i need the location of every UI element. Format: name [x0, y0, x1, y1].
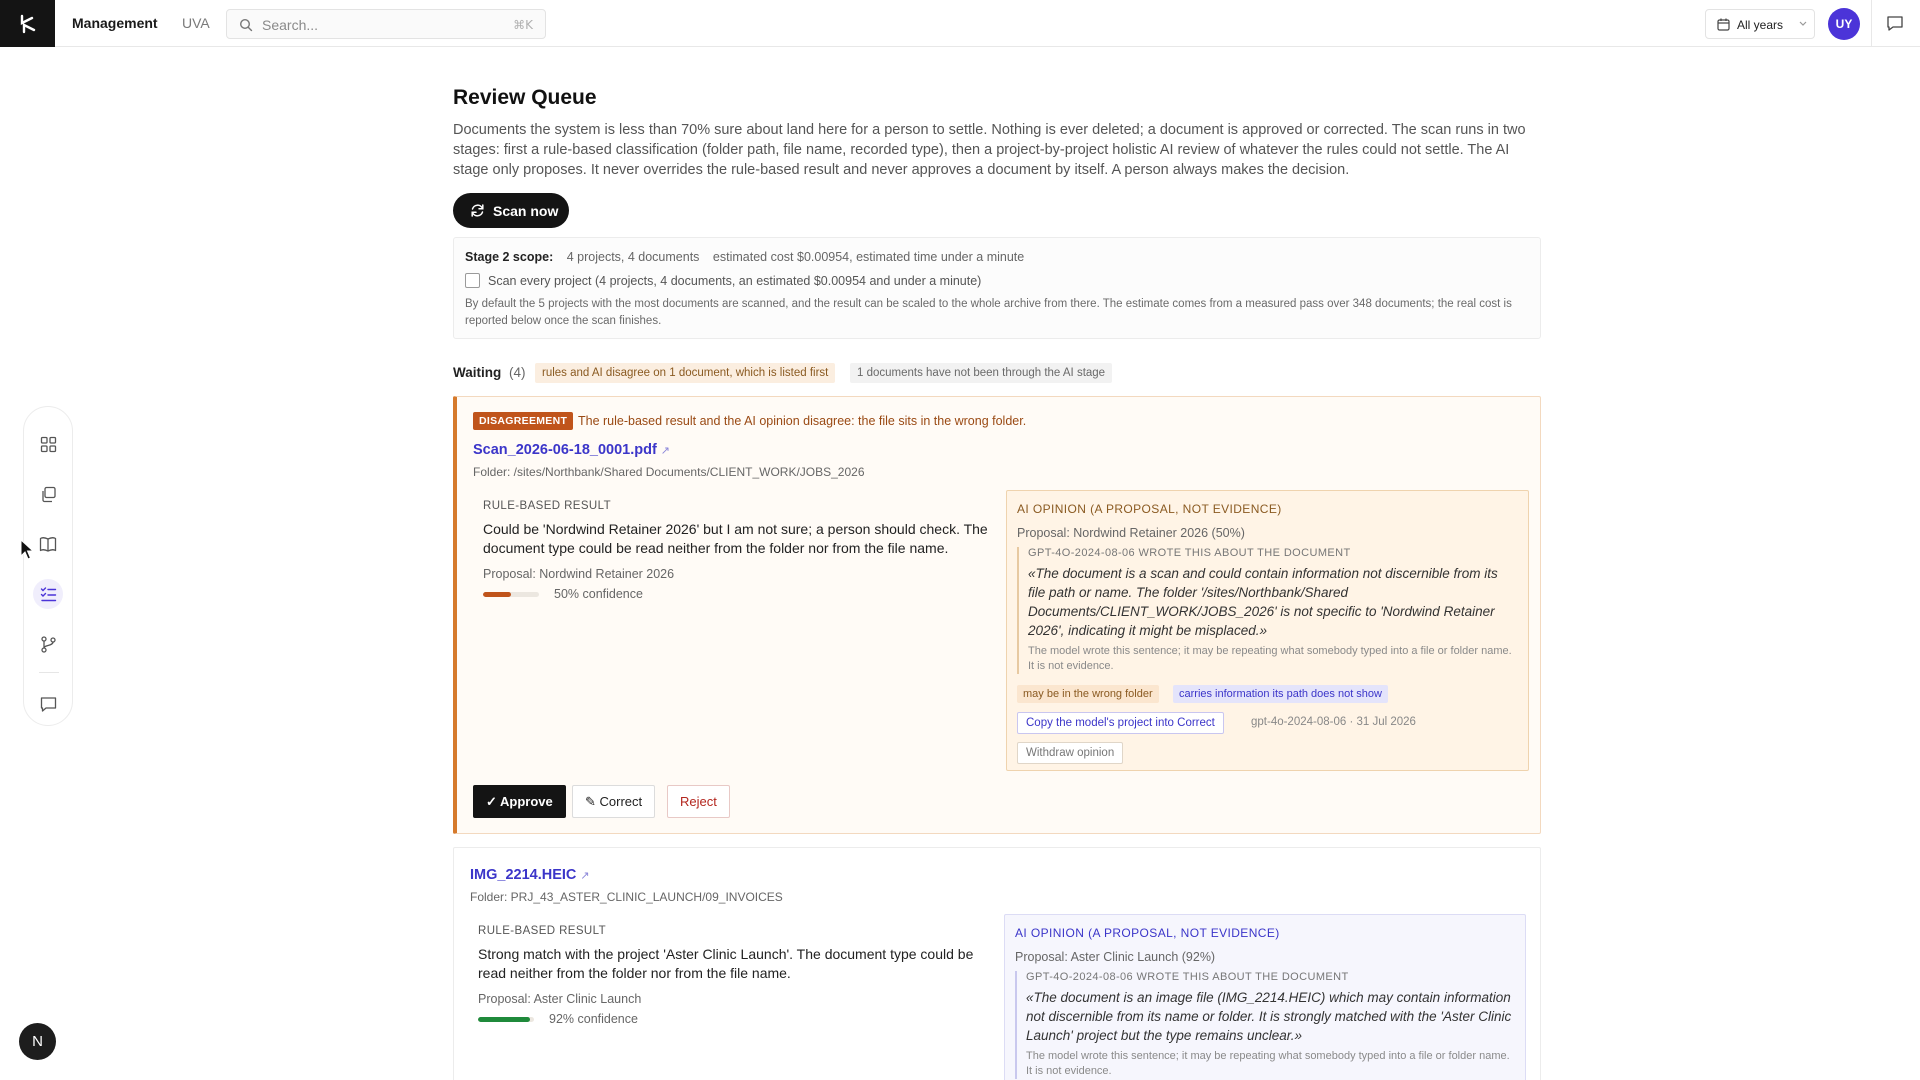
scope-summary	[465, 250, 1024, 264]
nav-workflows[interactable]	[33, 629, 63, 659]
copy-project-button[interactable]: Copy the model's project into Correct	[1017, 712, 1224, 734]
years-filter[interactable]	[1705, 9, 1815, 39]
search-placeholder: Search...	[262, 17, 319, 33]
document-link[interactable]	[470, 867, 590, 883]
ai-opinion-panel	[1004, 914, 1526, 1080]
ai-quote-text: «The document is an image file (IMG_2214.HEIC) which may contain information not discernible from its name or folder. It is strongly matched with the 'Aster Clinic Launch' project but the type remains unclear.»	[1026, 990, 1512, 1043]
pending-ai-badge: 1 documents have not been through the AI stage	[850, 363, 1112, 383]
scan-every-project-checkbox[interactable]	[465, 273, 480, 288]
breadcrumb-management[interactable]: Management	[72, 15, 158, 31]
ai-quote-heading: GPT-4O-2024-08-06 WROTE THIS ABOUT THE DOCUMENT	[1028, 547, 1351, 559]
hidden-info-chip: carries information its path does not show	[1173, 685, 1388, 703]
app-logo[interactable]	[0, 0, 55, 47]
scope-note: By default the 5 projects with the most documents are scanned, and the result can be scaled to the whole archive from there. The estimate comes from a measured pass over 348 documents; the real cost is reported below once the scan finishes.	[465, 298, 1512, 327]
review-card	[453, 847, 1541, 1080]
disagree-badge: rules and AI disagree on 1 document, which is listed first	[535, 363, 835, 383]
rule-based-result	[468, 925, 988, 1035]
correct-button[interactable]: ✎ Correct	[572, 785, 655, 818]
nav-library[interactable]	[33, 529, 63, 559]
ai-quote-note: The model wrote this sentence; it may be repeating what somebody typed into a file or folder name. It is not evidence.	[1026, 1050, 1510, 1077]
branch-icon	[40, 636, 57, 653]
dashboard-icon	[40, 436, 57, 453]
rule-based-heading: RULE-BASED RESULT	[478, 925, 607, 937]
nav-review-queue[interactable]	[33, 579, 63, 609]
rule-based-text: Strong match with the project 'Aster Clinic Launch'. The document type could be read neither from the folder nor from the file name.	[478, 946, 974, 981]
ai-proposal: Proposal: Aster Clinic Launch (92%)	[1015, 950, 1216, 964]
reject-button[interactable]: Reject	[667, 785, 730, 818]
assistant-badge[interactable]: N	[19, 1023, 56, 1060]
confidence-label: 92% confidence	[549, 1012, 638, 1026]
left-rail	[23, 406, 73, 726]
scan-now-button[interactable]	[453, 193, 569, 228]
nav-chat[interactable]	[33, 689, 63, 719]
nav-dashboard[interactable]	[33, 429, 63, 459]
ai-opinion-heading: AI OPINION (A PROPOSAL, NOT EVIDENCE)	[1015, 926, 1280, 940]
calendar-icon	[1717, 18, 1730, 31]
refresh-icon	[470, 203, 485, 218]
ai-quote-text: «The document is a scan and could contain information not discernible from its file path or name. The folder '/sites/Northbank/Shared Documents/CLIENT_WORK/JOBS_2026' is not specific to 'Nordwind Retainer 2026', indicating it might be misplaced.»	[1028, 566, 1498, 638]
external-link-icon: ↗	[660, 445, 671, 457]
search-icon	[239, 18, 253, 32]
approve-button[interactable]: ✓ Approve	[473, 785, 566, 818]
document-folder: Folder: /sites/Northbank/Shared Documents/CLIENT_WORK/JOBS_2026	[473, 465, 865, 479]
documents-icon	[40, 486, 57, 503]
logo-icon	[18, 13, 38, 35]
ai-opinion-panel	[1006, 490, 1529, 771]
rule-based-text: Could be 'Nordwind Retainer 2026' but I am not sure; a person should check. The document type could be read neither from the folder nor from the file name.	[483, 521, 988, 556]
external-link-icon: ↗	[580, 870, 590, 882]
document-filename: Scan_2026-06-18_0001.pdf	[473, 442, 657, 458]
search-box[interactable]	[226, 9, 546, 39]
disagreement-tag: DISAGREEMENT	[473, 412, 573, 430]
mouse-cursor-icon	[20, 539, 34, 561]
search-shortcut: ⌘K	[513, 18, 533, 32]
messages-icon[interactable]	[1886, 14, 1904, 32]
rule-based-heading: RULE-BASED RESULT	[483, 500, 612, 512]
waiting-count: (4)	[509, 365, 526, 380]
chevron-down-icon	[1798, 18, 1808, 28]
rule-based-result	[473, 500, 993, 610]
ai-quote	[1017, 547, 1517, 674]
disagreement-message: The rule-based result and the AI opinion disagree: the file sits in the wrong folder.	[578, 414, 1027, 428]
document-folder: Folder: PRJ_43_ASTER_CLINIC_LAUNCH/09_INVOICES	[470, 890, 783, 904]
page-title: Review Queue	[453, 86, 597, 109]
rule-based-proposal: Proposal: Aster Clinic Launch	[478, 992, 642, 1006]
rail-separator	[39, 672, 59, 673]
withdraw-opinion-button[interactable]: Withdraw opinion	[1017, 742, 1123, 764]
review-list-icon	[40, 586, 57, 603]
scope-estimate: estimated cost $0.00954, estimated time under a minute	[712, 250, 1025, 264]
years-filter-label: All years	[1737, 18, 1784, 32]
ai-quote-heading: GPT-4O-2024-08-06 WROTE THIS ABOUT THE DOCUMENT	[1026, 971, 1349, 983]
topbar-divider	[1871, 0, 1872, 47]
scope-label: Stage 2 scope:	[465, 250, 554, 264]
book-icon	[39, 536, 57, 553]
review-card-disagreement	[453, 396, 1541, 834]
confidence-bar	[483, 592, 539, 597]
document-filename: IMG_2214.HEIC	[470, 867, 577, 883]
ai-model-meta: gpt-4o-2024-08-06 · 31 Jul 2026	[1251, 716, 1416, 728]
ai-opinion-heading: AI OPINION (A PROPOSAL, NOT EVIDENCE)	[1017, 502, 1282, 516]
breadcrumb-workspace[interactable]: UVA	[182, 15, 210, 31]
confidence-label: 50% confidence	[554, 587, 643, 601]
chat-icon	[40, 696, 57, 713]
rule-based-proposal: Proposal: Nordwind Retainer 2026	[483, 567, 675, 581]
stage2-scope-panel	[453, 237, 1541, 339]
document-link[interactable]	[473, 442, 670, 458]
ai-quote	[1015, 971, 1515, 1079]
wrong-folder-chip: may be in the wrong folder	[1017, 685, 1159, 703]
scan-now-label: Scan now	[493, 203, 559, 219]
nav-documents[interactable]	[33, 479, 63, 509]
user-avatar[interactable]: UY	[1828, 8, 1860, 40]
confidence-bar-fill	[478, 1017, 530, 1022]
waiting-label: Waiting	[453, 365, 502, 380]
scan-every-project-label[interactable]: Scan every project (4 projects, 4 documents, an estimated $0.00954 and under a minute)	[488, 274, 982, 288]
confidence-bar	[478, 1017, 534, 1022]
page-description: Documents the system is less than 70% sure about land here for a person to settle. Nothing is ever deleted; a document is approved or corrected. The scan runs in two stages: first a rule-based classification (folder path, file name, recorded type), then a project-by-project holistic AI review of whatever the rules could not settle. The AI stage only proposes. It never overrides the rule-based result and never approves a document by itself. A person always makes the decision.	[453, 122, 1526, 178]
scope-count: 4 projects, 4 documents	[566, 250, 700, 264]
ai-proposal: Proposal: Nordwind Retainer 2026 (50%)	[1017, 526, 1245, 540]
top-bar	[0, 0, 1920, 47]
ai-quote-note: The model wrote this sentence; it may be repeating what somebody typed into a file or folder name. It is not evidence.	[1028, 645, 1512, 672]
confidence-bar-fill	[483, 592, 511, 597]
